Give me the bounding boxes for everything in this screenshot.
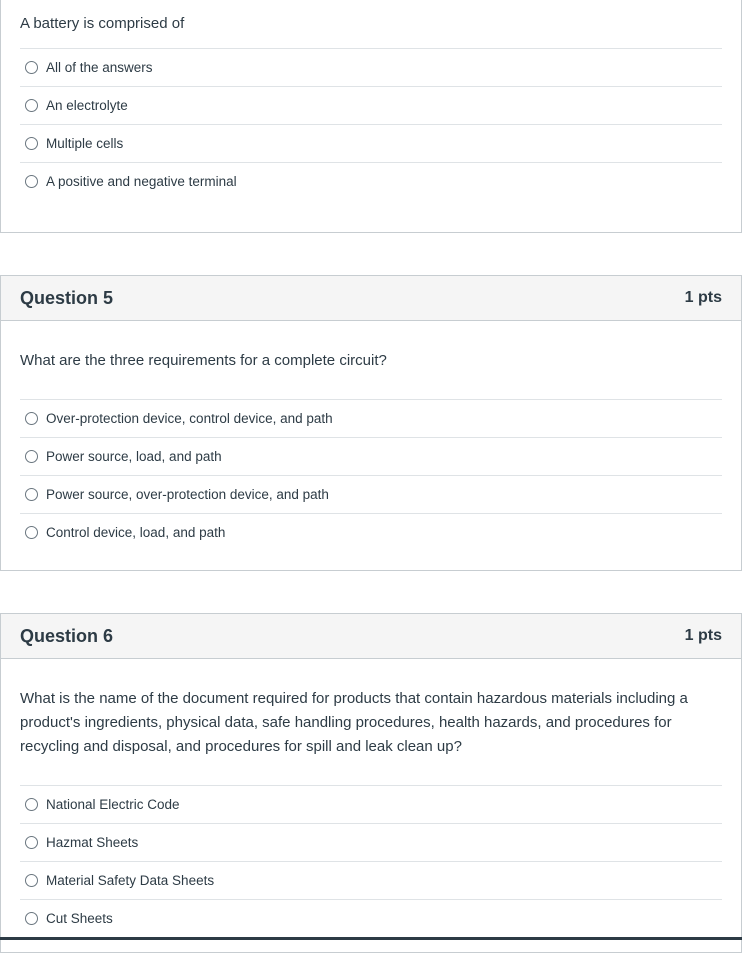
answer-option[interactable] (20, 124, 722, 162)
answer-label: Cut Sheets (46, 911, 113, 926)
radio-button[interactable] (25, 912, 38, 925)
radio-button[interactable] (25, 836, 38, 849)
answer-option[interactable] (20, 399, 722, 437)
radio-button[interactable] (25, 137, 38, 150)
question-4-text: A battery is comprised of (20, 15, 185, 32)
answer-option[interactable] (20, 861, 722, 899)
answer-label: A positive and negative terminal (46, 174, 237, 189)
answer-label: An electrolyte (46, 98, 128, 113)
answer-option[interactable] (20, 513, 722, 551)
answer-label: Control device, load, and path (46, 525, 226, 540)
question-5-text: What are the three requirements for a complete circuit? (20, 352, 387, 369)
answer-label: Over-protection device, control device, and path (46, 411, 333, 426)
question-6-card (0, 613, 742, 953)
question-5-card (0, 275, 742, 571)
radio-button[interactable] (25, 99, 38, 112)
radio-button[interactable] (25, 412, 38, 425)
answer-option[interactable] (20, 48, 722, 86)
answer-label: Multiple cells (46, 136, 124, 151)
answer-option[interactable] (20, 86, 722, 124)
question-header (1, 276, 741, 321)
answer-option[interactable] (20, 899, 722, 937)
question-header (1, 614, 741, 659)
question-title: Question 6 (20, 625, 114, 646)
answer-label: National Electric Code (46, 797, 180, 812)
answer-label: Material Safety Data Sheets (46, 873, 215, 888)
radio-button[interactable] (25, 488, 38, 501)
radio-button[interactable] (25, 798, 38, 811)
answer-label: All of the answers (46, 60, 153, 75)
answer-option[interactable] (20, 475, 722, 513)
answer-option[interactable] (20, 823, 722, 861)
radio-button[interactable] (25, 526, 38, 539)
question-points: 1 pts (684, 289, 722, 306)
question-title: Question 5 (20, 287, 114, 308)
answer-option[interactable] (20, 437, 722, 475)
answer-option[interactable] (20, 162, 722, 200)
question-5-answers (20, 399, 722, 551)
answer-label: Power source, load, and path (46, 449, 222, 464)
radio-button[interactable] (25, 175, 38, 188)
question-6-answers (20, 785, 722, 937)
radio-button[interactable] (25, 61, 38, 74)
question-points: 1 pts (684, 627, 722, 644)
radio-button[interactable] (25, 450, 38, 463)
answer-option[interactable] (20, 785, 722, 823)
question-6-text: What is the name of the document required for products that contain hazardous materials including a product's ingredients, physical data, safe handling procedures, health hazards, and procedures for recycling and disposal, and procedures for spill and leak clean up? (20, 690, 688, 755)
answer-label: Power source, over-protection device, and path (46, 487, 329, 502)
radio-button[interactable] (25, 874, 38, 887)
question-4-card (0, 0, 742, 233)
answer-label: Hazmat Sheets (46, 835, 139, 850)
question-4-answers (20, 48, 722, 200)
